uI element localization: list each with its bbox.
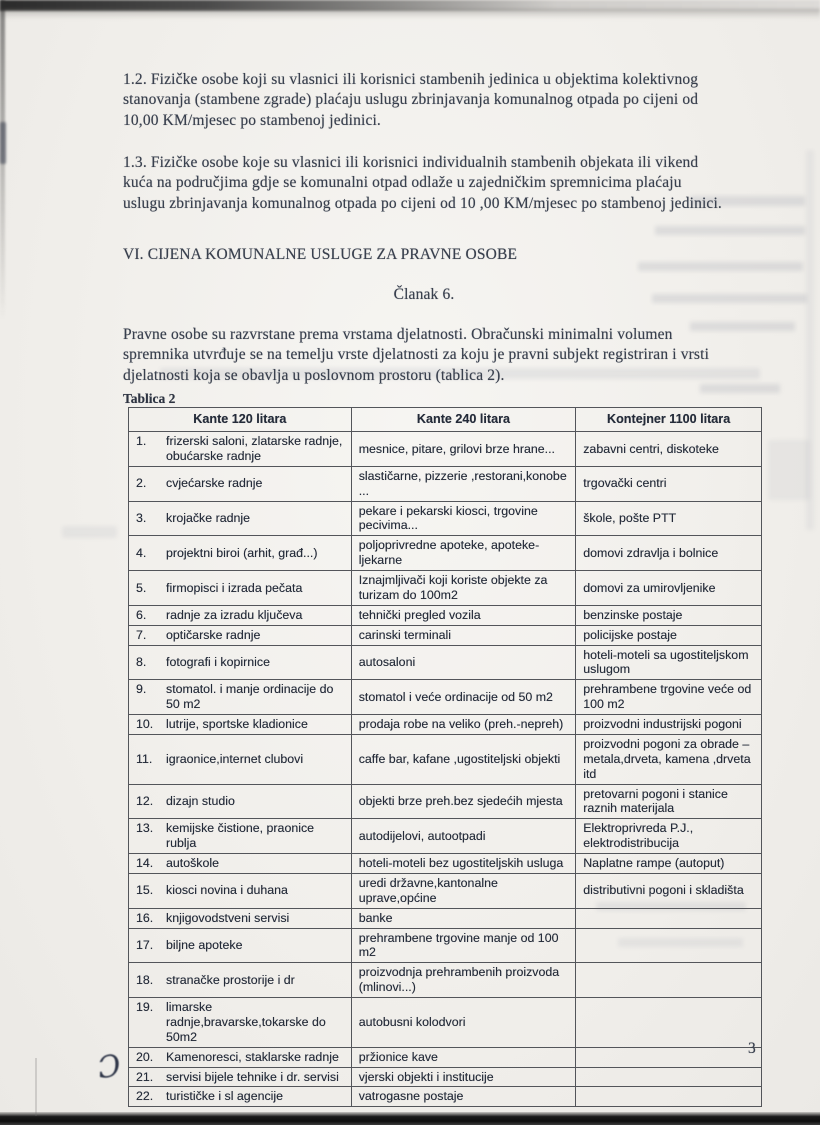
table-row [129,466,762,501]
cell-kante-120 [129,819,352,854]
cell-kontejner-1100 [576,963,762,998]
table-label: Tablica 2 [123,391,176,406]
table-row [129,1047,762,1067]
cell-kante-120 [129,908,352,928]
table-row [129,571,762,606]
cell-kante-240: banke [351,908,576,928]
cell-kante-120-text: turističke i sl agencije [166,1089,284,1104]
cell-kante-120-text: kiosci novina i duhana [166,883,288,898]
cell-kante-240: autodijelovi, autootpadi [351,819,576,854]
column-header-kante-240: Kante 240 litara [351,408,576,432]
paragraph-1-3: 1.3. Fizičke osobe koje su vlasnici ili korisnici individualnih stambenih objekata ili vikend kuća na područjima gdje se komunalni otpad odlaže u zajedničkim spremnicima plaćaju uslugu zbrinjavanja komunalnog otpada po cijeni od 10 ,00 KM/mjesec po stambenoj jedinici. [123,153,722,212]
cell-kante-120-text: igraonice,internet clubovi [166,751,304,766]
cell-kante-120 [129,625,352,645]
cell-kante-120-text: dizajn studio [166,794,235,809]
page-number: 3 [748,1040,756,1057]
cell-kante-240: autosaloni [351,645,576,680]
cell-kante-240: poljoprivredne apoteke, apoteke-ljekarne [351,536,576,571]
cell-kante-120 [129,645,352,680]
scan-left-notch [0,122,6,164]
cell-kontejner-1100 [576,1087,762,1107]
row-number: 3. [136,511,147,526]
cell-kante-240: stomatol i veće ordinacije od 50 m2 [351,680,576,715]
cell-kante-120-text: optičarske radnje [166,627,261,642]
row-number: 6. [136,607,147,622]
scan-crease-line [35,1058,37,1116]
table-row [129,605,762,625]
cell-kontejner-1100: hoteli-moteli sa ugostiteljskom uslugom [576,645,762,680]
cell-kante-240: pržionice kave [351,1047,576,1067]
cell-kontejner-1100 [576,908,762,928]
column-header-kante-120: Kante 120 litara [129,408,352,432]
row-number: 17. [136,938,154,953]
cell-kante-240: vatrogasne postaje [351,1087,576,1107]
table-row [129,536,762,571]
cell-kante-240: pekare i pekarski kiosci, trgovine pecivima... [351,501,576,536]
cell-kontejner-1100: zabavni centri, diskoteke [576,432,762,467]
row-number: 12. [136,794,154,809]
table-row [129,784,762,819]
cell-kante-120 [129,605,352,625]
cell-kante-120 [129,536,352,571]
table-row [129,432,762,467]
table-row [129,1087,762,1107]
column-header-kontejner-1100: Kontejner 1100 litara [576,408,762,432]
table-row [129,963,762,998]
table-row [129,501,762,536]
cell-kontejner-1100: Naplatne rampe (autoput) [576,854,762,874]
cell-kontejner-1100 [576,928,762,963]
bleedthrough-artifact [768,440,810,500]
row-number: 16. [136,910,154,925]
table-row [129,998,762,1048]
row-number: 11. [136,751,153,766]
cell-kante-120-text: biljne apoteke [166,938,243,953]
cell-kante-120-text: projektni biroi (arhit, građ...) [166,545,318,560]
cell-kontejner-1100 [576,1067,762,1087]
row-number: 14. [136,856,154,871]
cell-kante-120 [129,734,352,784]
cell-kante-240: prehrambene trgovine manje od 100 m2 [351,928,576,963]
tariff-table [128,407,762,1107]
cell-kontejner-1100: pretovarni pogoni i stanice raznih materijala [576,784,762,819]
cell-kante-120 [129,432,352,467]
cell-kante-120 [129,963,352,998]
table-row [129,734,762,784]
scan-bottom-edge [0,1112,820,1125]
cell-kante-120-text: autoškole [166,856,220,871]
table-row [129,680,762,715]
cell-kante-120 [129,715,352,735]
row-number: 8. [136,655,147,670]
table-row [129,819,762,854]
cell-kontejner-1100: prehrambene trgovine veće od 100 m2 [576,680,762,715]
cell-kante-240: caffe bar, kafane ,ugostiteljski objekti [351,734,576,784]
table-row [129,908,762,928]
bleedthrough-artifact [806,150,814,530]
cell-kante-120 [129,680,352,715]
cell-kante-240: carinski terminali [351,625,576,645]
cell-kante-120-text: fotografi i kopirnice [166,655,270,670]
row-number: 2. [136,476,147,491]
bleedthrough-artifact [655,226,805,235]
cell-kante-120 [129,854,352,874]
row-number: 13. [136,821,154,836]
table-row [129,625,762,645]
cell-kante-120-text: Kamenoresci, staklarske radnje [166,1049,339,1064]
cell-kante-240: objekti brze preh.bez sjedećih mjesta [351,784,576,819]
cell-kante-120 [129,928,352,963]
cell-kante-240: hoteli-moteli bez ugostiteljskih usluga [351,854,576,874]
cell-kontejner-1100: proizvodni pogoni za obrade – metala,drveta, kamena ,drveta itd [576,734,762,784]
row-number: 15. [136,883,154,898]
cell-kante-240: uredi državne,kantonalne uprave,općine [351,873,576,908]
cell-kante-120-text: stomatol. i manje ordinacije do 50 m2 [166,682,334,712]
section-heading: VI. CIJENA KOMUNALNE USLUGE ZA PRAVNE OSOBE [123,245,518,263]
table-body [129,432,762,1107]
cell-kante-120-text: radnje za izradu ključeva [166,607,303,622]
cell-kante-240: Iznajmljivači koji koriste objekte za turizam do 100m2 [351,571,576,606]
cell-kante-240: autobusni kolodvori [351,998,576,1048]
cell-kontejner-1100 [576,998,762,1048]
bleedthrough-artifact [62,526,117,538]
cell-kante-240: proizvodnja prehrambenih proizvoda (mlinovi...) [351,963,576,998]
handwritten-mark: Ɔ [95,1048,124,1087]
cell-kontejner-1100: policijske postaje [576,625,762,645]
table-header-row [129,408,762,432]
table-row [129,645,762,680]
cell-kontejner-1100: Elektroprivreda P.J., elektrodistribucija [576,819,762,854]
paragraph-1-2: 1.2. Fizičke osobe koji su vlasnici ili korisnici stambenih jedinica u objektima kolektivnog stanovanja (stambene zgrade) plaćaju uslugu zbrinjavanja komunalnog otpada po cijeni od 10,00 KM/mjesec po stambenoj jedinici. [123,70,699,129]
row-number: 22. [136,1089,154,1104]
row-number: 18. [136,972,154,987]
row-number: 21. [136,1069,154,1084]
row-number: 9. [136,682,147,697]
table-header [129,408,762,432]
cell-kante-120-text: firmopisci i izrada pečata [166,580,303,595]
cell-kante-120-text: servisi bijele tehnike i dr. servisi [166,1069,339,1084]
cell-kontejner-1100: domovi za umirovljenike [576,571,762,606]
cell-kante-120 [129,873,352,908]
cell-kante-120-text: knjigovodstveni servisi [166,910,290,925]
cell-kante-120 [129,501,352,536]
cell-kante-120 [129,784,352,819]
cell-kontejner-1100: benzinske postaje [576,605,762,625]
cell-kante-120 [129,1047,352,1067]
cell-kante-120 [129,1087,352,1107]
intro-paragraph: Pravne osobe su razvrstane prema vrstama djelatnosti. Obračunski minimalni volumen spremnika utvrđuje se na temelju vrste djelatnosti za koju je pravni subjekt registriran i vrsti djelatnosti koja se obavlja u poslovnom prostoru (tablica 2). [123,325,710,384]
cell-kante-120-text: frizerski saloni, zlatarske radnje, obućarske radnje [166,434,343,463]
cell-kontejner-1100: škole, pošte PTT [576,501,762,536]
cell-kante-120 [129,571,352,606]
article-heading: Članak 6. [393,285,455,303]
row-number: 1. [136,434,147,449]
cell-kante-240: vjerski objekti i institucije [351,1067,576,1087]
cell-kontejner-1100: trgovački centri [576,466,762,501]
cell-kontejner-1100: domovi zdravlja i bolnice [576,536,762,571]
cell-kontejner-1100: distributivni pogoni i skladišta [576,873,762,908]
cell-kontejner-1100: proizvodni industrijski pogoni [576,715,762,735]
cell-kante-240: slastičarne, pizzerie ,restorani,konobe ... [351,466,576,501]
cell-kante-120-text: stranačke prostorije i dr [166,972,295,987]
cell-kante-240: mesnice, pitare, grilovi brze hrane... [351,432,576,467]
cell-kante-120 [129,1067,352,1087]
row-number: 20. [136,1049,154,1064]
cell-kante-240: tehnički pregled vozila [351,605,576,625]
cell-kante-120-text: limarske radnje,bravarske,tokarske do 50m2 [166,1000,326,1044]
cell-kante-120-text: krojačke radnje [166,511,251,526]
row-number: 5. [136,580,147,595]
table-row [129,873,762,908]
scan-top-edge-fade [0,9,820,19]
row-number: 19. [136,1000,154,1015]
row-number: 7. [136,627,147,642]
cell-kante-120 [129,466,352,501]
row-number: 10. [136,717,154,732]
cell-kante-120-text: lutrije, sportske kladionice [166,717,308,732]
cell-kante-120-text: kemijske čistione, praonice rublja [166,821,315,851]
cell-kontejner-1100 [576,1047,762,1067]
row-number: 4. [136,545,147,560]
table-row [129,1067,762,1087]
table-row [129,854,762,874]
cell-kante-240: prodaja robe na veliko (preh.-nepreh) [351,715,576,735]
table-row [129,715,762,735]
cell-kante-120 [129,998,352,1048]
table-row [129,928,762,963]
cell-kante-120-text: cvjećarske radnje [166,476,263,491]
